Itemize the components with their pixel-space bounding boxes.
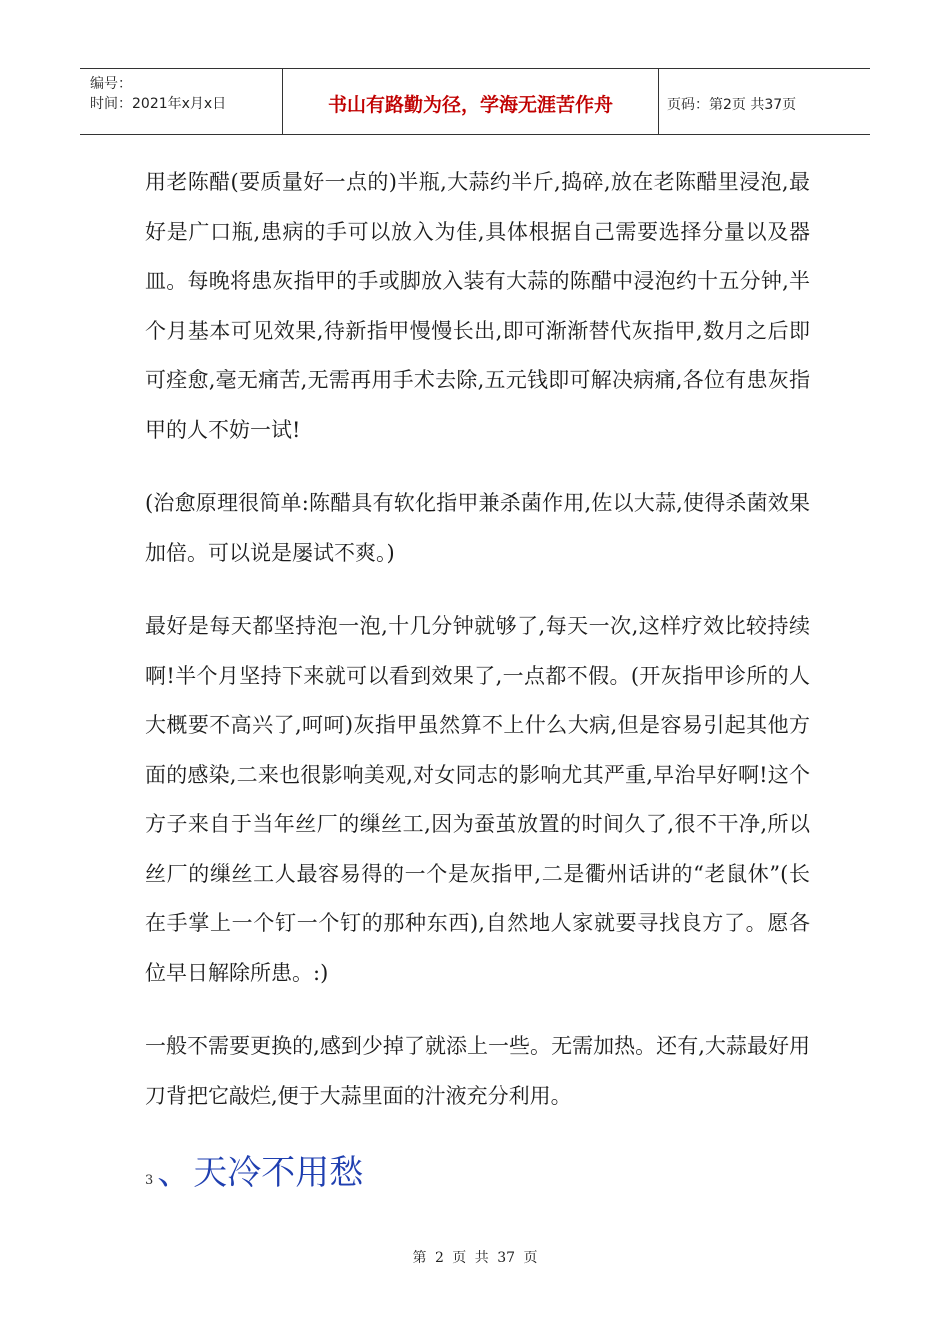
page-footer	[0, 1247, 950, 1267]
document-time-label: 时间：2021年x月x日	[90, 96, 227, 112]
header-meta-cell	[80, 69, 283, 134]
body-paragraph: (治愈原理很简单:陈醋具有软化指甲兼杀菌作用,佐以大蒜,使得杀菌效果加倍。可以说是屡试不爽。)	[145, 491, 810, 565]
section-heading	[145, 1145, 363, 1194]
section-title: 天冷不用愁	[193, 1153, 364, 1193]
footer-page-number: 第 2 页 共 37 页	[412, 1250, 538, 1266]
header-page-cell	[659, 69, 870, 134]
header-motto-cell	[283, 69, 659, 134]
section-number: 3	[145, 1173, 154, 1188]
body-paragraph: 最好是每天都坚持泡一泡,十几分钟就够了,每天一次,这样疗效比较持续啊!半个月坚持下来就可以看到效果了,一点都不假。(开灰指甲诊所的人大概要不高兴了,呵呵)灰指甲虽然算不上什么大病,但是容易引起其他方面的感染,二来也很影响美观,对女同志的影响尤其严重,早治早好啊!这个方子来自于当年丝厂的缫丝工,因为蚕茧放置的时间久了,很不干净,所以丝厂的缫丝工人最容易得的一个是灰指甲,二是衢州话讲的“老鼠休”(长在手掌上一个钉一个钉的那种东西),自然地人家就要寻找良方了。愿各位早日解除所患。:)	[145, 614, 810, 985]
header-motto: 书山有路勤为径，学海无涯苦作舟	[327, 94, 613, 116]
section-separator: 、	[157, 1153, 192, 1193]
body-paragraph: 用老陈醋(要质量好一点的)半瓶,大蒜约半斤,捣碎,放在老陈醋里浸泡,最好是广口瓶,患病的手可以放入为佳,具体根据自己需要选择分量以及器皿。每晚将患灰指甲的手或脚放入装有大蒜的陈醋中浸泡约十五分钟,半个月基本可见效果,待新指甲慢慢长出,即可渐渐替代灰指甲,数月之后即可痊愈,毫无痛苦,无需再用手术去除,五元钱即可解决病痛,各位有患灰指甲的人不妨一试!	[145, 170, 810, 442]
document-body	[145, 158, 810, 1121]
document-number-label: 编号：	[90, 76, 132, 92]
header-page-info: 页码：第2页 共37页	[667, 96, 797, 113]
document-header	[80, 68, 870, 135]
body-paragraph: 一般不需要更换的,感到少掉了就添上一些。无需加热。还有,大蒜最好用刀背把它敲烂,便于大蒜里面的汁液充分利用。	[145, 1034, 810, 1108]
